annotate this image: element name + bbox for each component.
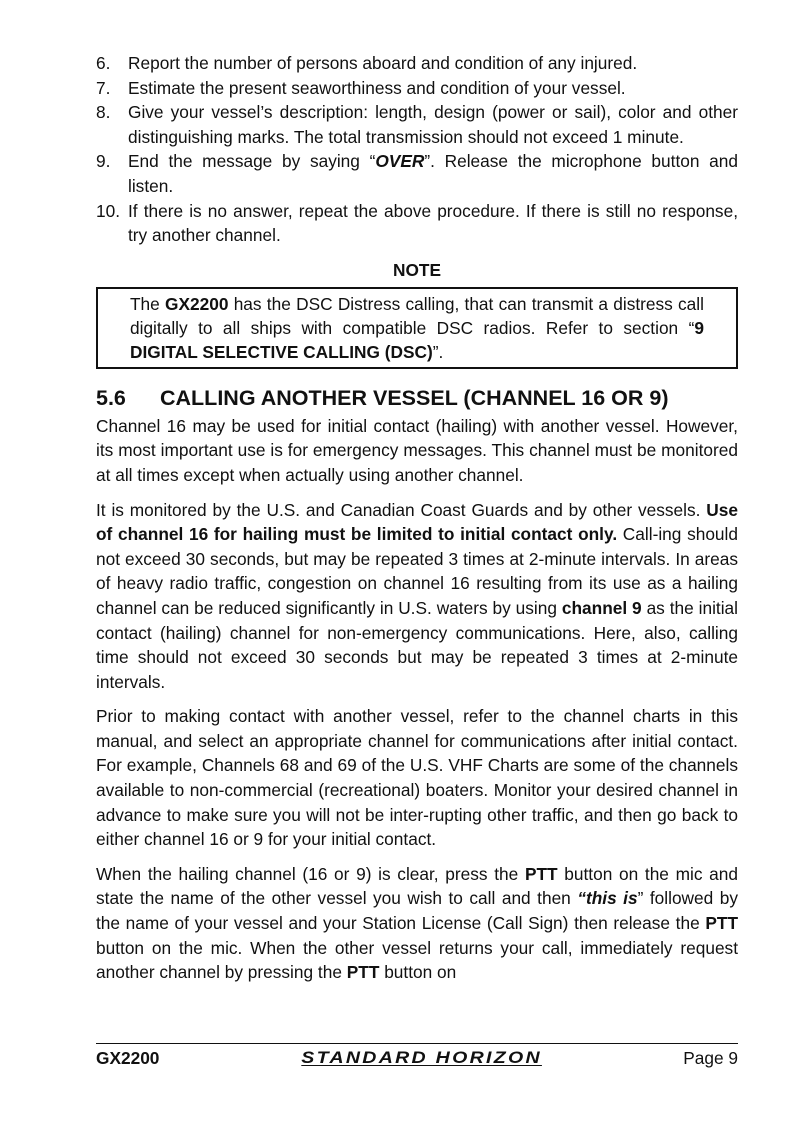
page-footer	[96, 1043, 738, 1072]
list-item: 7. Estimate the present seaworthiness and condition of your vessel.	[96, 76, 738, 101]
paragraph: When the hailing channel (16 or 9) is clear, press the PTT button on the mic and state the name of the other vessel you wish to call and then “this is” followed by the name of your vessel and your Station License (Call Sign) then release the PTT button on the mic. When the other vessel returns your call, immediately request another channel by pressing the PTT button on	[96, 863, 739, 983]
page-number: Page 9	[683, 1047, 738, 1068]
paragraph: Prior to making contact with another vessel, refer to the channel charts in this manual, and select an appropriate channel for communications after initial contact. For example, Channels 68 and 69 of the U.S. VHF Charts are some of the channels available to non-commercial (recreational) boaters. Monitor your desired channel in advance to make sure you will not be inter-rupting other traffic, and then go back to either channel 16 or 9 for your initial contact.	[96, 706, 738, 850]
note-box: The GX2200 has the DSC Distress calling, that can transmit a distress call digitally to all ships with compatible DSC radios. Refer to section “9 DIGITAL SELECTIVE CALLING (DSC)”.	[96, 287, 738, 369]
list-item-text: If there is no answer, repeat the above procedure. If there is still no response, try another channel.	[128, 200, 738, 246]
list-item-text: Estimate the present seaworthiness and condition of your vessel.	[128, 77, 626, 98]
note-title: NOTE	[392, 259, 441, 280]
list-item-text: Report the number of persons aboard and condition of any injured.	[128, 53, 638, 73]
page-content	[96, 51, 738, 995]
list-item: 9. End the message by saying “OVER”. Release the microphone button and listen.	[96, 149, 738, 198]
list-item: 10. If there is no answer, repeat the above procedure. If there is still no response, try another channel.	[96, 199, 738, 248]
section-title: CALLING ANOTHER VESSEL (CHANNEL 16 OR 9)	[160, 385, 669, 410]
procedure-list	[96, 51, 738, 248]
brand-logo: STANDARD HORIZON	[301, 1047, 542, 1067]
list-item-text: Give your vessel’s description: length, design (power or sail), color and other distinguishing marks. The total transmission should not exceed 1 minute.	[128, 102, 738, 147]
list-item: 6. Report the number of persons aboard and condition of any injured.	[96, 51, 738, 76]
paragraph: Channel 16 may be used for initial contact (hailing) with another vessel. However, its most important use is for emergency messages. This channel must be monitored at all times except when actually using another channel.	[96, 415, 738, 485]
section-heading	[96, 383, 738, 413]
list-item-text: End the message by saying “OVER”. Release the microphone button and listen.	[128, 151, 739, 196]
footer-model: GX2200	[96, 1047, 160, 1068]
paragraph: It is monitored by the U.S. and Canadian Coast Guards and by other vessels. Use of channel 16 for hailing must be limited to initial contact only. Call-ing should not exceed 30 seconds, but may be repeated 3 times at 2-minute intervals. In areas of heavy radio traffic, congestion on channel 16 resulting from its use as a hailing channel can be reduced significantly in U.S. waters by using channel 9 as the initial contact (hailing) channel for non-emergency communications. Here, also, calling time should not exceed 30 seconds but may be repeated 3 times at 2-minute intervals.	[96, 499, 739, 692]
list-item: 8. Give your vessel’s description: length, design (power or sail), color and other distinguishing marks. The total transmission should not exceed 1 minute.	[96, 100, 738, 149]
section-number: 5.6	[96, 385, 126, 410]
